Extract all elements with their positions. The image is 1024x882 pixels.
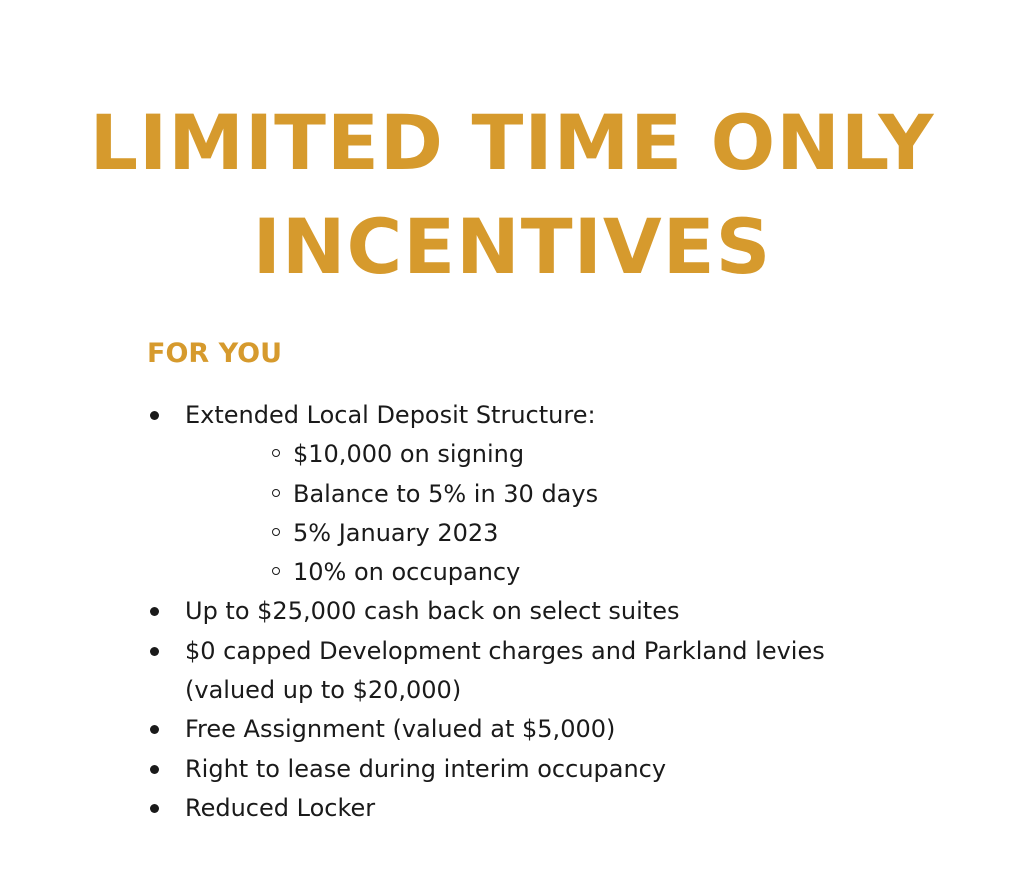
sublist-item-text: 5% January 2023: [293, 518, 499, 547]
list-item-text: Extended Local Deposit Structure:: [185, 401, 596, 429]
hollow-bullet-icon: [272, 449, 280, 457]
section-heading: FOR YOU: [147, 338, 283, 370]
hollow-bullet-icon: [272, 567, 280, 575]
bullet-icon: [150, 725, 159, 734]
list-item-text: $0 capped Development charges and Parkland levies (valued up to $20,000): [185, 636, 825, 705]
list-item-right-to-lease: [147, 750, 907, 789]
sublist-item-text: 10% on occupancy: [293, 558, 521, 587]
deposit-sublist: [185, 435, 907, 592]
sublist-item: [272, 514, 907, 553]
list-item-deposit-structure: [147, 396, 907, 592]
title-line-2: INCENTIVES: [252, 201, 772, 291]
sublist-item: [272, 435, 907, 474]
list-item-development-charges: [147, 632, 907, 711]
incentives-list: [147, 396, 907, 828]
sublist-item-text: $10,000 on signing: [293, 440, 525, 469]
bullet-icon: [150, 765, 159, 774]
bullet-icon: [150, 647, 159, 656]
list-item-reduced-locker: [147, 789, 907, 828]
list-item-text: Up to $25,000 cash back on select suites: [185, 597, 680, 626]
sublist-item: [272, 475, 907, 514]
list-item-text: Free Assignment (valued at $5,000): [185, 715, 616, 744]
page-title: [0, 91, 1024, 299]
hollow-bullet-icon: [272, 489, 280, 497]
list-item-cash-back: [147, 592, 907, 631]
sublist-item-text: Balance to 5% in 30 days: [293, 479, 599, 508]
list-item-free-assignment: [147, 710, 907, 749]
list-item-text: Reduced Locker: [185, 793, 376, 822]
bullet-icon: [150, 411, 159, 420]
sublist-item: [272, 553, 907, 592]
title-line-1: LIMITED TIME ONLY: [89, 97, 935, 187]
list-item-text: Right to lease during interim occupancy: [185, 754, 667, 783]
bullet-icon: [150, 607, 159, 616]
hollow-bullet-icon: [272, 528, 280, 536]
bullet-icon: [150, 804, 159, 813]
